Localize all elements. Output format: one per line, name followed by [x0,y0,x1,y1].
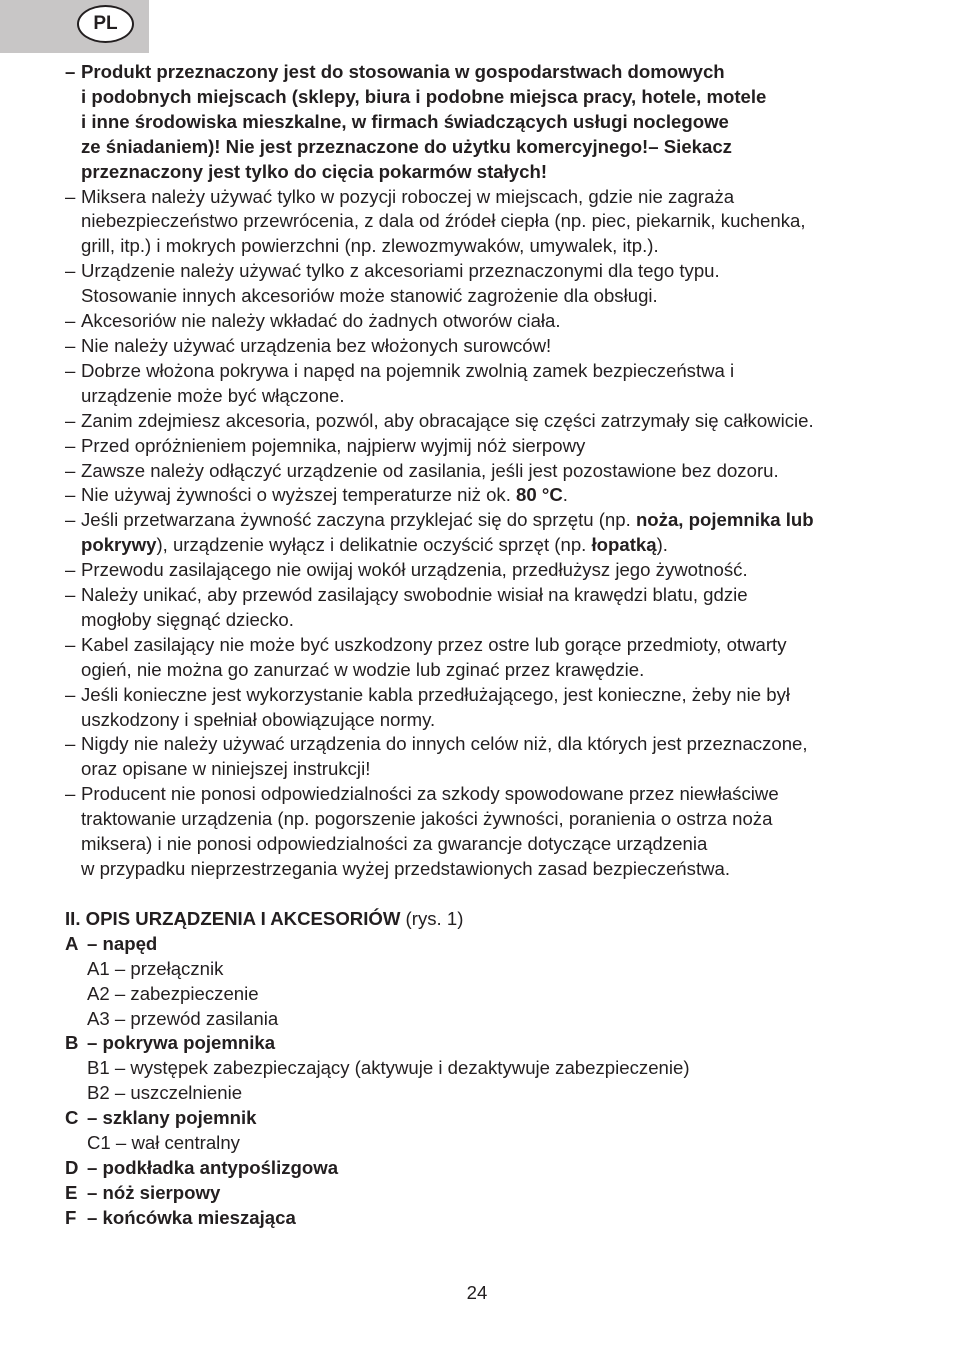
page-content [65,60,915,1231]
subpart-item: B1 – występek zabezpieczający (aktywuje i dezaktywuje zabezpieczenie) [87,1057,690,1079]
part-item [65,932,915,957]
section-title: II. OPIS URZĄDZENIA I AKCESORIÓW [65,907,401,929]
item-text: Urządzenie należy używać tylko z akcesoriami przeznaczonymi dla tego typu. Stosowanie innych akcesoriów może stanowić zagrożenie dla obsługi. [81,260,720,307]
part-label: – napęd [87,932,158,954]
part-item [65,1181,915,1206]
language-badge: PL [77,5,134,43]
safety-item [65,782,915,882]
part-item [65,1031,915,1056]
part-letter: B [65,1032,79,1054]
part-letter: D [65,1156,79,1178]
item-text: Producent nie ponosi odpowiedzialności za szkody spowodowane przez niewłaściwe traktowanie urządzenia (np. pogorszenie jakości żywności, poranienia o ostrza noża miksera) i nie ponosi odpowiedzialności za gwarancje dotyczące urządzenia w przypadku nieprzestrzegania wyżej przedstawionych zasad bezpieczeństwa. [81,783,779,879]
part-item [65,1106,915,1131]
item-text: Akcesoriów nie należy wkładać do żadnych otworów ciała. [81,310,561,332]
item-text: ). [656,534,668,556]
part-label: – pokrywa pojemnika [87,1032,276,1054]
item-text: Przed opróżnieniem pojemnika, najpierw wyjmij nóż sierpowy [81,434,586,456]
part-label: – podkładka antypoślizgowa [87,1156,339,1178]
language-tab [0,0,149,53]
part-letter: C [65,1107,79,1129]
parts-list [65,932,915,1231]
section-figure-ref: (rys. 1) [400,907,464,929]
safety-item [65,60,915,185]
item-text: Jeśli konieczne jest wykorzystanie kabla przedłużającego, jest konieczne, żeby nie był uszkodzony i spełniał obowiązujące normy. [81,683,790,730]
safety-item [65,409,915,434]
page-number: 24 [466,1282,488,1303]
safety-item [65,508,915,558]
emphasis-text: łopatką [591,534,657,556]
part-letter: E [65,1181,78,1203]
subpart-item: B2 – uszczelnienie [87,1082,243,1104]
safety-item [65,359,915,409]
part-label: – szklany pojemnik [87,1107,257,1129]
part-item [65,1156,915,1181]
safety-item [65,185,915,260]
emphasis-text: noża, pojemnika lub pokrywy [81,509,814,556]
safety-item [65,259,915,309]
safety-item [65,732,915,782]
item-text: Jeśli przetwarzana żywność zaczyna przyklejać się do sprzętu (np. [81,509,636,531]
safety-item [65,334,915,359]
section-heading [65,907,915,932]
part-item [65,1206,915,1231]
safety-item [65,309,915,334]
subpart-item: A1 – przełącznik [87,957,224,979]
item-text: Dobrze włożona pokrywa i napęd na pojemnik zwolnią zamek bezpieczeństwa i urządzenie może być włączone. [81,359,735,406]
part-label: – końcówka mieszająca [87,1206,296,1228]
item-text: Zawsze należy odłączyć urządzenie od zasilania, jeśli jest pozostawione bez dozoru. [81,459,779,481]
emphasis-text: 80 °C [516,484,563,506]
item-text: ), urządzenie wyłącz i delikatnie oczyścić sprzęt (np. [156,534,592,556]
item-text: Miksera należy używać tylko w pozycji roboczej w miejscach, gdzie nie zagraża niebezpieczeństwo przewrócenia, z dala od źródeł ciepła (np. piec, piekarnik, kuchenka, grill, itp.) i mokrych powierzchni (np. zlewozmywaków, umywalek, itp.). [81,185,806,257]
safety-item [65,633,915,683]
part-letter: A [65,932,79,954]
subpart-item: A3 – przewód zasilania [87,1007,279,1029]
subpart-item: C1 – wał centralny [87,1132,240,1154]
item-text: Produkt przeznaczony jest do stosowania w gospodarstwach domowych i podobnych miejscach (sklepy, biura i podobne miejsca pracy, hotele, motele i inne środowiska mieszkalne, w firmach świadczących usługi noclegowe ze śniadaniem)! Nie jest przeznaczone do użytku komercyjnego!– Siekacz przeznaczony jest tylko do cięcia pokarmów stałych! [81,61,767,182]
item-text: Należy unikać, aby przewód zasilający swobodnie wisiał na krawędzi blatu, gdzie mogłoby sięgnąć dziecko. [81,584,748,630]
part-label: – nóż sierpowy [87,1181,221,1203]
item-text: Zanim zdejmiesz akcesoria, pozwól, aby obracające się części zatrzymały się całkowicie. [81,409,814,431]
item-text: Przewodu zasilającego nie owijaj wokół urządzenia, przedłużysz jego żywotność. [81,559,748,581]
item-text: Nie używaj żywności o wyższej temperaturze niż ok. [81,484,517,506]
safety-item [65,558,915,583]
safety-item [65,434,915,459]
safety-item [65,459,915,484]
item-text: Kabel zasilający nie może być uszkodzony przez ostre lub gorące przedmioty, otwarty ogień, nie można go zanurzać w wodzie lub zginać przez krawędzie. [81,633,787,680]
part-letter: F [65,1206,77,1228]
safety-item [65,483,915,508]
safety-item [65,583,915,633]
safety-item [65,683,915,733]
safety-instructions-list [65,60,915,882]
item-text: . [562,484,568,506]
item-text: Nigdy nie należy używać urządzenia do innych celów niż, dla których jest przeznaczone, oraz opisane w niniejszej instrukcji! [81,733,808,780]
subpart-item: A2 – zabezpieczenie [87,982,259,1004]
item-text: Nie należy używać urządzenia bez włożonych surowców! [81,334,552,356]
